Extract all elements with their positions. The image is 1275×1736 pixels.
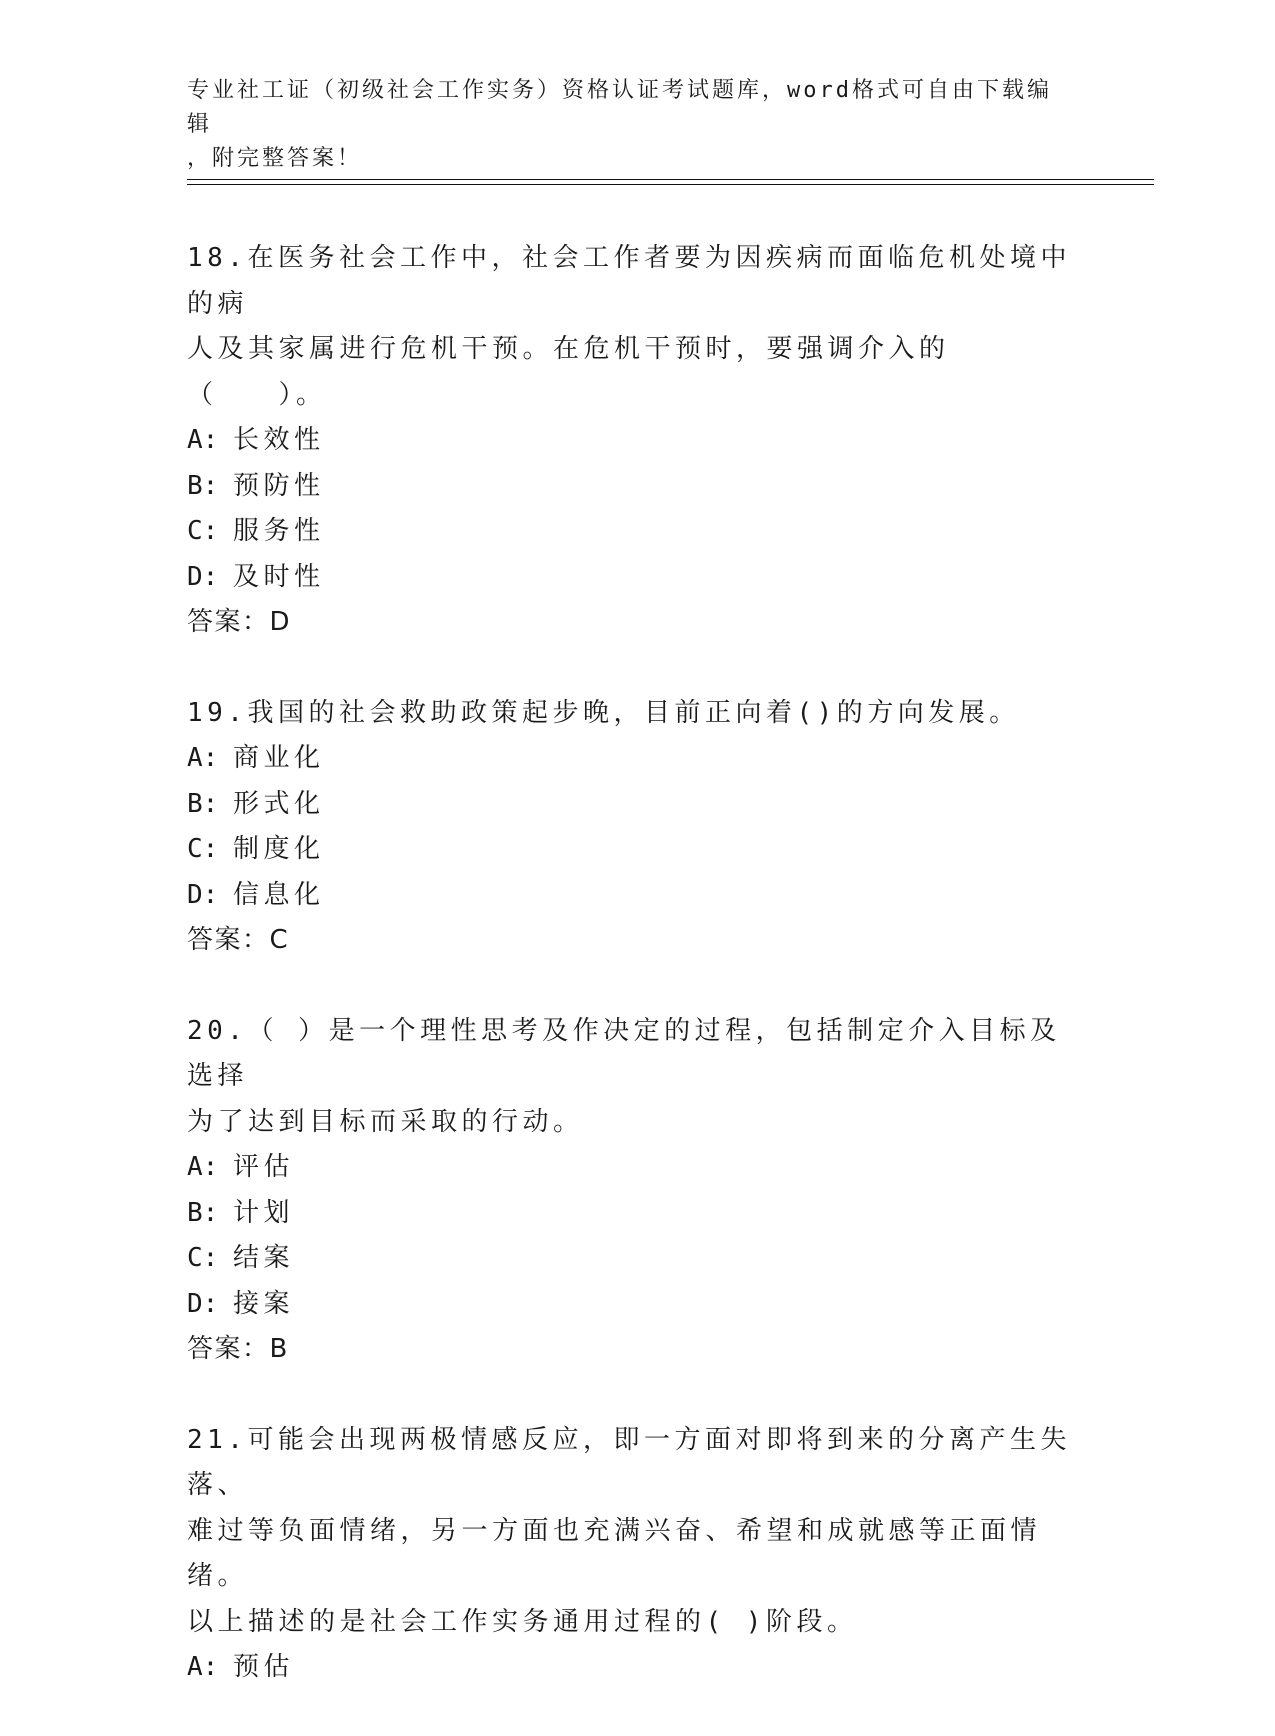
question-stem-line: 以上描述的是社会工作实务通用过程的( )阶段。: [187, 1606, 858, 1637]
question-item: [187, 691, 1087, 964]
option-text: 长效性: [233, 425, 325, 455]
option-key: D:: [187, 561, 219, 592]
option-item: [187, 782, 1087, 828]
option-key: C:: [187, 834, 219, 864]
option-item: [187, 509, 1087, 555]
option-item: [187, 827, 1087, 873]
question-stem-line: 19.我国的社会救助政策起步晚，目前正向着()的方向发展。: [187, 697, 1020, 728]
option-text: 商业化: [233, 743, 325, 773]
option-key: A:: [187, 425, 219, 455]
question-stem-line: 人及其家属进行危机干预。在危机干预时，要强调介入的（ ）。: [187, 334, 950, 410]
option-text: 形式化: [233, 788, 325, 819]
option-item: [187, 555, 1087, 601]
option-item: [187, 873, 1087, 919]
option-text: 信息化: [233, 879, 325, 910]
option-item: [187, 1645, 1087, 1691]
option-text: 预防性: [233, 470, 325, 501]
question-item: [187, 236, 1087, 646]
question-item: [187, 1009, 1087, 1373]
option-text: 制度化: [233, 834, 325, 864]
option-key: A:: [187, 1152, 219, 1182]
option-key: A:: [187, 743, 219, 773]
option-item: [187, 1236, 1087, 1282]
question-stem-line: 为了达到目标而采取的行动。: [187, 1106, 584, 1137]
option-key: D:: [187, 1288, 219, 1319]
option-item: [187, 1282, 1087, 1328]
option-text: 结案: [233, 1243, 295, 1273]
option-list: [187, 1145, 1087, 1327]
option-key: D:: [187, 879, 219, 910]
option-key: C:: [187, 1243, 219, 1273]
option-text: 接案: [233, 1288, 295, 1319]
option-item: [187, 418, 1087, 464]
question-stem-line: 18.在医务社会工作中，社会工作者要为因疾病而面临危机处境中的病: [187, 243, 1071, 319]
option-list: [187, 736, 1087, 918]
option-list: [187, 418, 1087, 600]
option-text: 服务性: [233, 516, 325, 546]
option-key: B:: [187, 1197, 219, 1228]
option-key: A:: [187, 1652, 219, 1682]
option-key: B:: [187, 788, 219, 819]
option-list: [187, 1645, 1087, 1691]
header-divider-bottom: [187, 184, 1154, 185]
option-item: [187, 1191, 1087, 1237]
answer-line: 答案：B: [187, 1334, 289, 1364]
question-list: [187, 236, 1087, 1736]
question-stem-line: 20.（ ）是一个理性思考及作决定的过程，包括制定介入目标及选择: [187, 1015, 1061, 1091]
option-text: 及时性: [233, 561, 325, 592]
question-stem-line: 难过等负面情绪，另一方面也充满兴奋、希望和成就感等正面情绪。: [187, 1515, 1042, 1591]
answer-line: 答案：D: [187, 607, 292, 637]
answer-line: 答案：C: [187, 925, 290, 955]
option-key: C:: [187, 516, 219, 546]
option-item: [187, 736, 1087, 782]
header-line-1: 专业社工证（初级社会工作实务）资格认证考试题库，word格式可自由下载编辑: [187, 78, 1052, 137]
option-key: B:: [187, 470, 219, 501]
option-text: 评估: [233, 1152, 295, 1182]
option-item: [187, 464, 1087, 510]
document-header: [187, 74, 1067, 176]
option-text: 预估: [233, 1652, 295, 1682]
option-item: [187, 1145, 1087, 1191]
question-stem-line: 21.可能会出现两极情感反应，即一方面对即将到来的分离产生失落、: [187, 1424, 1071, 1500]
option-text: 计划: [233, 1197, 295, 1228]
header-divider-top: [187, 179, 1154, 180]
header-line-2: ，附完整答案！: [187, 146, 363, 171]
